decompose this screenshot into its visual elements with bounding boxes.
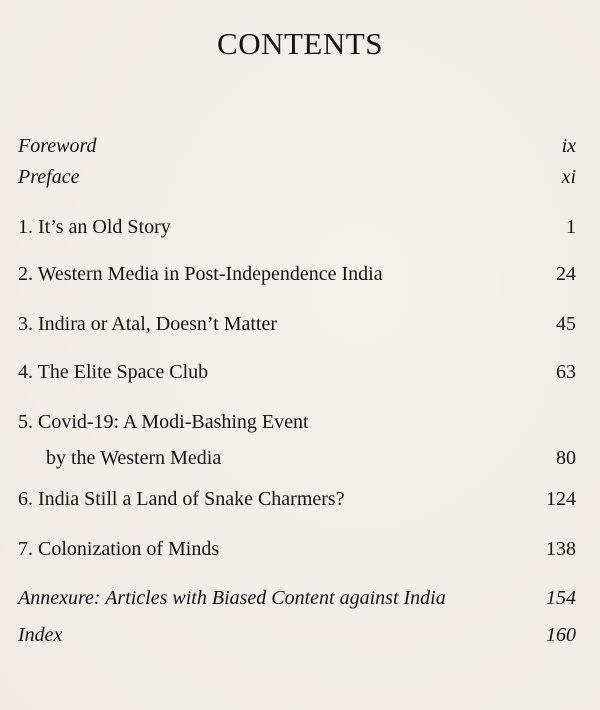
toc-page-number: 24 [556, 263, 576, 285]
toc-entry-chapter-6 [18, 487, 576, 511]
toc-entry-label: 1. It’s an Old Story [18, 216, 171, 238]
toc-entry-chapter-5 [18, 410, 576, 470]
toc-entry-preface [18, 165, 576, 189]
toc-entry-annexure [18, 586, 576, 610]
toc-entry-label: 7. Colonization of Minds [18, 538, 220, 560]
toc-page-number: 138 [546, 538, 576, 560]
toc-entry-label: 6. India Still a Land of Snake Charmers? [18, 488, 345, 510]
toc-entry-label: Index [18, 624, 63, 646]
toc-entry-index [18, 623, 576, 647]
toc-page-number: 124 [546, 488, 576, 510]
toc-page-number: 154 [546, 587, 576, 609]
toc-entry-foreword [18, 134, 576, 158]
page-title: CONTENTS [217, 26, 383, 61]
toc-page-number: 1 [566, 216, 576, 238]
toc-page-number: 80 [556, 447, 576, 469]
toc-entry-label: 3. Indira or Atal, Doesn’t Matter [18, 313, 278, 335]
toc-entry-label: 2. Western Media in Post-Independence India [18, 263, 383, 285]
toc-page-number: 63 [556, 361, 576, 383]
toc-entry-label-continued: by the Western Media [46, 447, 222, 469]
toc-page-number: ix [561, 135, 576, 157]
toc-entry-chapter-1 [18, 215, 576, 239]
toc-entry-label: Preface [18, 166, 80, 188]
toc-entry-label: 5. Covid-19: A Modi-Bashing Event [18, 411, 309, 433]
toc-page-number: 160 [546, 624, 576, 646]
toc-page-number: xi [561, 166, 576, 188]
toc-entry-chapter-7 [18, 537, 576, 561]
toc-entry-chapter-2 [18, 262, 576, 286]
toc-page-number: 45 [556, 313, 576, 335]
toc-entry-label: 4. The Elite Space Club [18, 361, 209, 383]
toc-entry-chapter-4 [18, 360, 576, 384]
toc-entry-label: Annexure: Articles with Biased Content against India [18, 587, 446, 609]
toc-entry-chapter-3 [18, 312, 576, 336]
toc-entry-label: Foreword [18, 135, 97, 157]
